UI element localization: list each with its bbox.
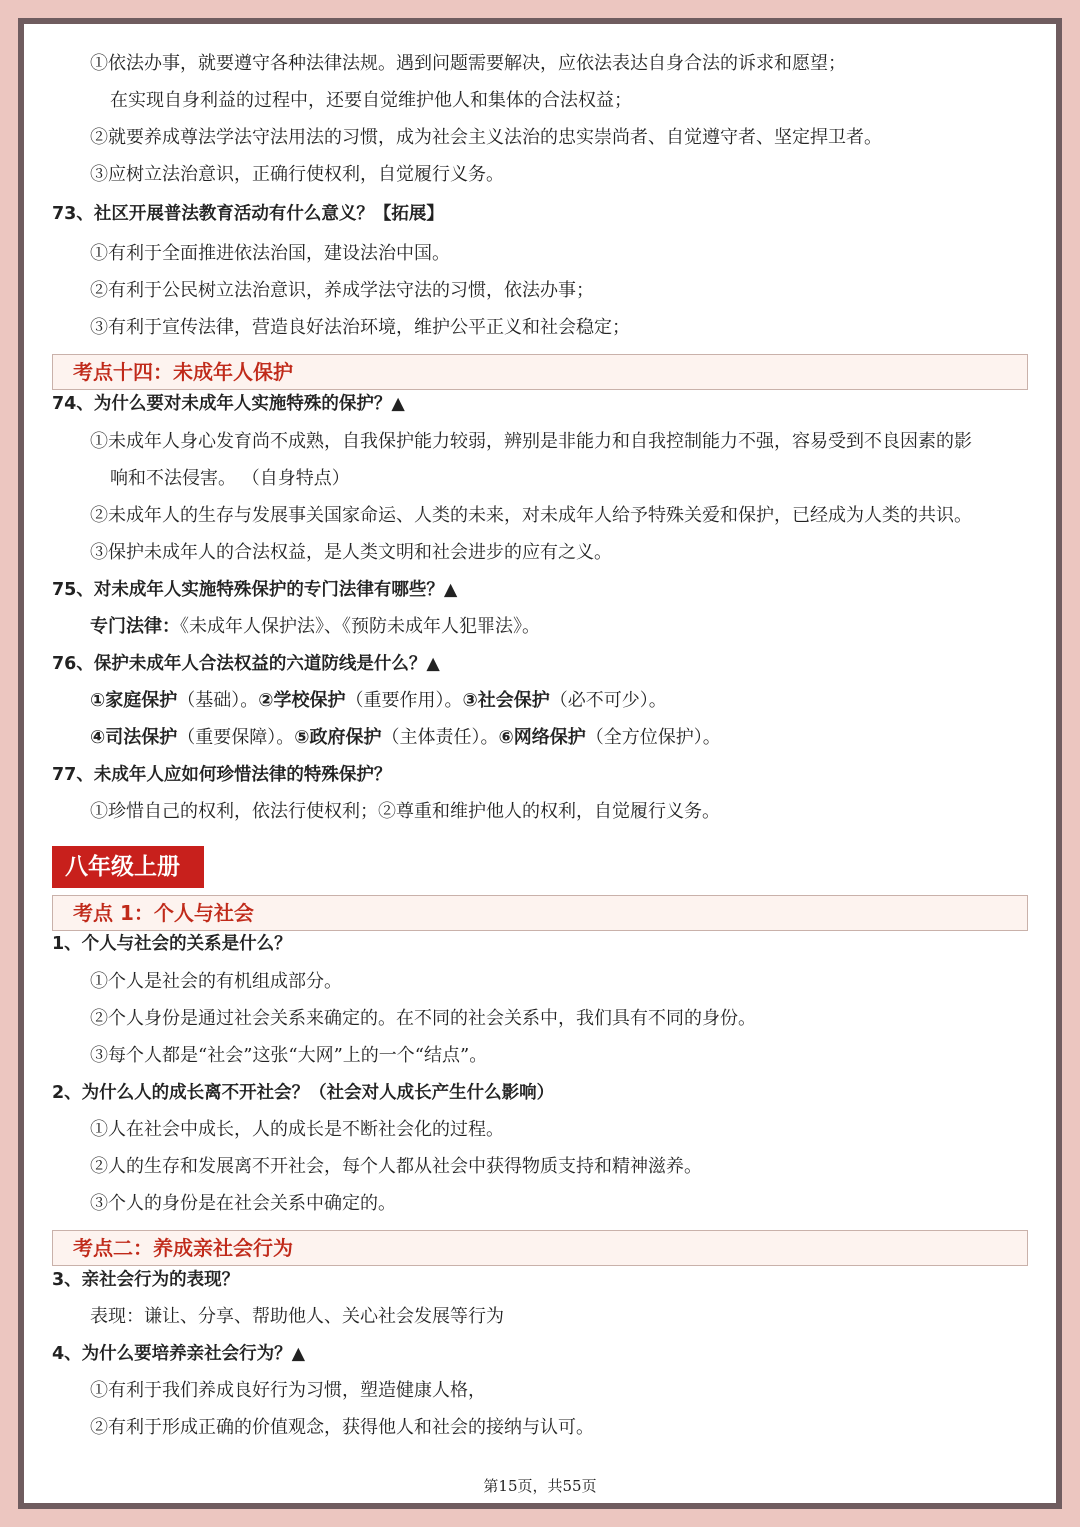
defense-note: （重要保障）。 <box>177 727 295 748</box>
defense-note: （重要作用）。 <box>345 690 463 711</box>
answer-line: ③每个人都是“社会”这张“大网”上的一个“结点”。 <box>90 1045 488 1066</box>
topic-title: 考点 1：个人与社会 <box>73 901 254 925</box>
answer-line: ①个人是社会的有机组成部分。 <box>90 971 342 992</box>
defense-judicial: ④司法保护 <box>90 727 178 748</box>
answer-line: ③有利于宣传法律，营造良好法治环境，维护公平正义和社会稳定； <box>90 317 630 338</box>
defense-line-row <box>90 689 667 713</box>
question-3: 3、亲社会行为的表现？ <box>52 1270 240 1290</box>
answer-line: ②个人身份是通过社会关系来确定的。在不同的社会关系中，我们具有不同的身份。 <box>90 1008 756 1029</box>
answer-line <box>90 615 540 639</box>
law-label: 专门法律： <box>90 616 180 637</box>
question-1: 1、个人与社会的关系是什么？ <box>52 934 292 954</box>
answer-line: ②就要养成尊法学法守法用法的习惯，成为社会主义法治的忠实崇尚者、自觉遵守者、坚定捍卫者。 <box>90 127 882 148</box>
defense-note: （基础）。 <box>177 690 259 711</box>
answer-line: ②未成年人的生存与发展事关国家命运、人类的未来，对未成年人给予特殊关爱和保护，已经成为人类的共识。 <box>90 505 972 526</box>
question-74: 74、为什么要对未成年人实施特殊的保护？▲ <box>52 394 405 414</box>
topic-header-14 <box>52 354 1028 390</box>
defense-network: ⑥网络保护 <box>498 727 586 748</box>
defense-family: ①家庭保护 <box>90 690 178 711</box>
defense-government: ⑤政府保护 <box>294 727 382 748</box>
question-73: 73、社区开展普法教育活动有什么意义？【拓展】 <box>52 204 444 224</box>
answer-line: 在实现自身利益的过程中，还要自觉维护他人和集体的合法权益； <box>110 90 632 111</box>
defense-school: ②学校保护 <box>258 690 346 711</box>
question-77: 77、未成年人应如何珍惜法律的特殊保护？ <box>52 765 392 785</box>
defense-society: ③社会保护 <box>462 690 550 711</box>
defense-note: （全方位保护）。 <box>585 727 721 748</box>
answer-line: ①人在社会中成长，人的成长是不断社会化的过程。 <box>90 1119 504 1140</box>
answer-line: ②人的生存和发展离不开社会，每个人都从社会中获得物质支持和精神滋养。 <box>90 1156 702 1177</box>
answer-line: 响和不法侵害。 （自身特点） <box>110 468 350 489</box>
topic-header-2 <box>52 1230 1028 1266</box>
law-list: 《未成年人保护法》、《预防未成年人犯罪法》。 <box>180 616 540 637</box>
answer-line: ①未成年人身心发育尚不成熟，自我保护能力较弱，辨别是非能力和自我控制能力不强，容易受到不良因素的影 <box>90 431 972 452</box>
topic-title: 考点十四：未成年人保护 <box>73 360 293 384</box>
page-number: 第15页，共55页 <box>483 1477 597 1495</box>
answer-line: ③保护未成年人的合法权益，是人类文明和社会进步的应有之义。 <box>90 542 612 563</box>
answer-line: ①有利于我们养成良好行为习惯，塑造健康人格， <box>90 1380 486 1401</box>
question-75: 75、对未成年人实施特殊保护的专门法律有哪些？▲ <box>52 580 458 600</box>
defense-line-row <box>90 726 721 750</box>
defense-note: （主体责任）。 <box>381 727 499 748</box>
document-page <box>24 24 1056 1503</box>
topic-title: 考点二：养成亲社会行为 <box>73 1236 293 1260</box>
answer-line: ①珍惜自己的权利，依法行使权利；②尊重和维护他人的权利，自觉履行义务。 <box>90 801 720 822</box>
answer-line: ③应树立法治意识，正确行使权利，自觉履行义务。 <box>90 164 504 185</box>
answer-line: ②有利于公民树立法治意识，养成学法守法的习惯，依法办事； <box>90 280 594 301</box>
defense-note: （必不可少）。 <box>549 690 667 711</box>
answer-line: ①有利于全面推进依法治国，建设法治中国。 <box>90 243 450 264</box>
answer-line: ②有利于形成正确的价值观念，获得他人和社会的接纳与认可。 <box>90 1417 594 1438</box>
answer-line: ③个人的身份是在社会关系中确定的。 <box>90 1193 396 1214</box>
page-content <box>24 24 1056 1503</box>
answer-line: 表现：谦让、分享、帮助他人、关心社会发展等行为 <box>90 1306 504 1327</box>
topic-header-1 <box>52 895 1028 931</box>
question-4: 4、为什么要培养亲社会行为？▲ <box>52 1344 306 1364</box>
grade-section-banner: 八年级上册 <box>52 846 204 888</box>
answer-line: ①依法办事，就要遵守各种法律法规。遇到问题需要解决，应依法表达自身合法的诉求和愿望； <box>90 53 846 74</box>
question-76: 76、保护未成年人合法权益的六道防线是什么？▲ <box>52 654 440 674</box>
question-2: 2、为什么人的成长离不开社会？（社会对人成长产生什么影响） <box>52 1083 555 1103</box>
